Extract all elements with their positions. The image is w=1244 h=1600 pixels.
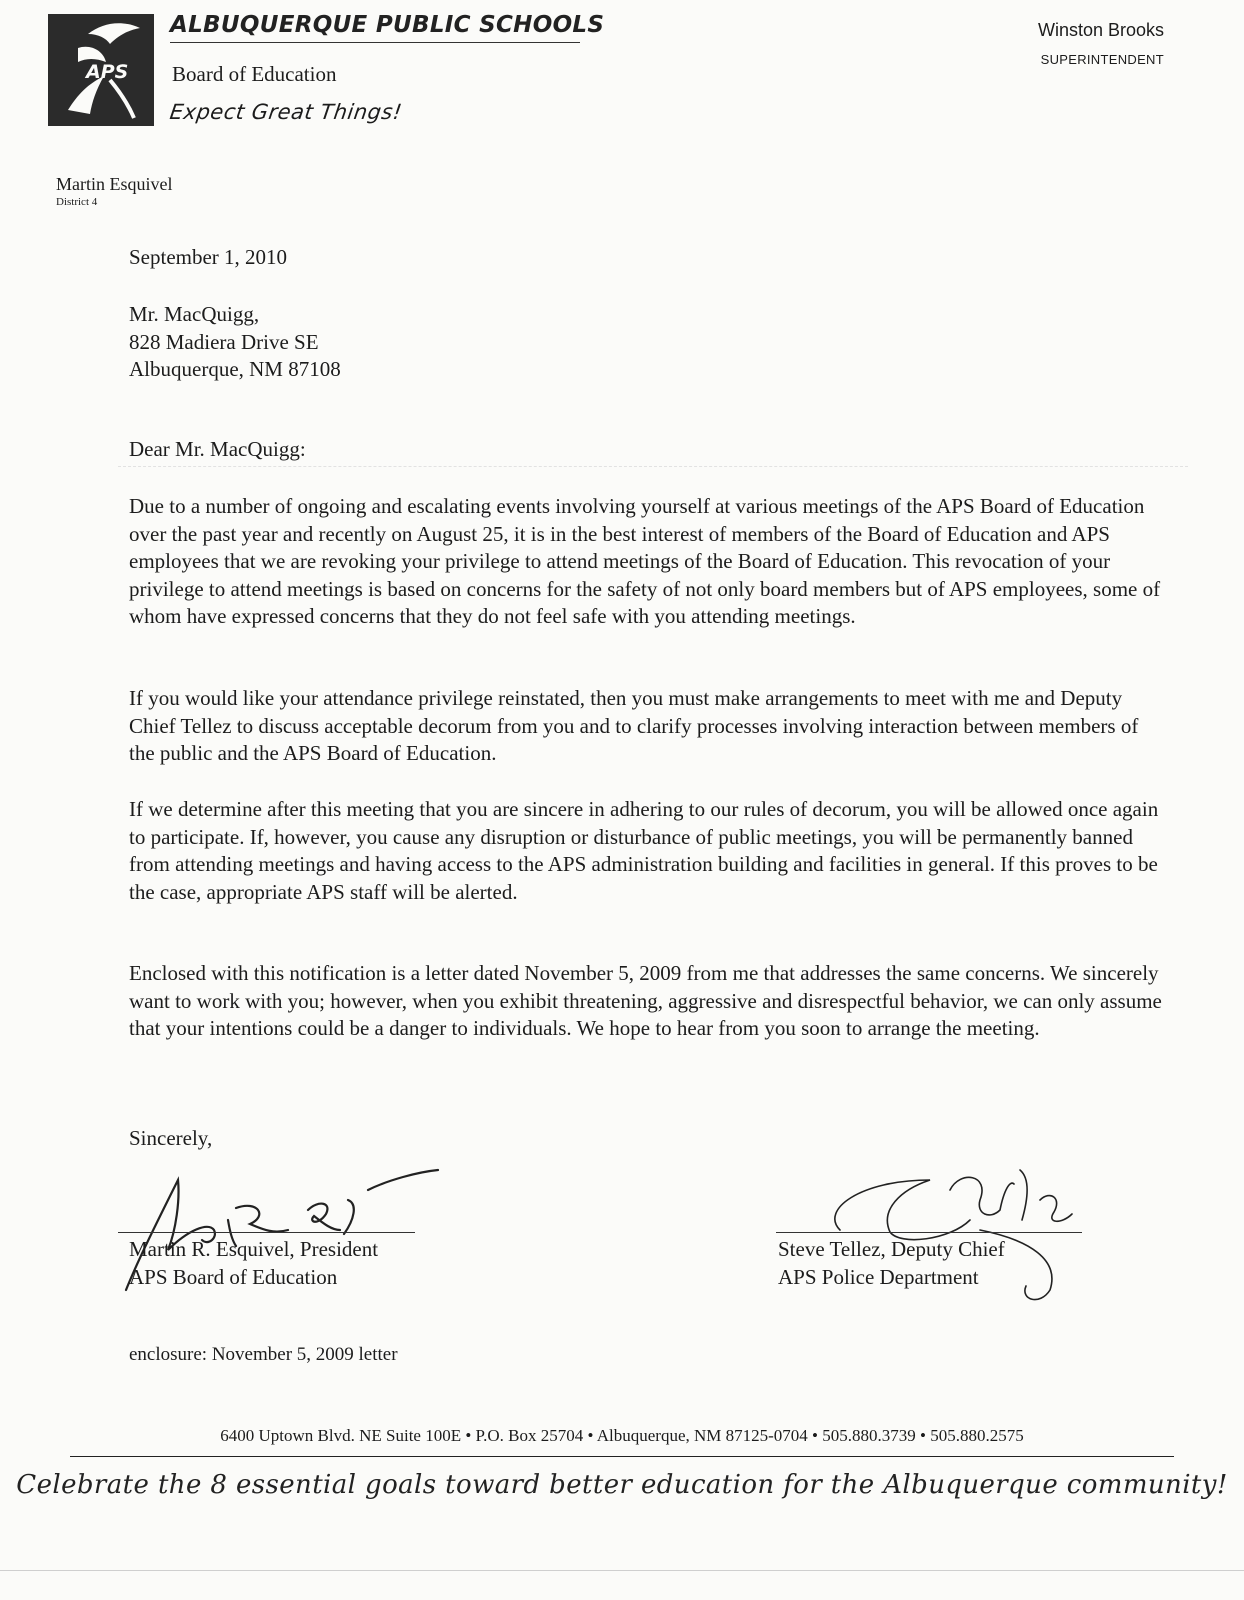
signature-line bbox=[118, 1232, 415, 1233]
signer-block-deputy-chief bbox=[778, 1236, 1005, 1291]
footer-divider bbox=[70, 1456, 1174, 1457]
body-paragraph: If you would like your attendance privilege reinstated, then you must make arrangements to meet with me and Deputy Chief Tellez to discuss acceptable decorum from you and to clarify processes involving interaction between members of the public and the APS Board of Education. bbox=[129, 686, 1139, 765]
recipient-city: Albuquerque, NM 87108 bbox=[129, 357, 341, 381]
superintendent-title: SUPERINTENDENT bbox=[1040, 52, 1164, 67]
signer-organization: APS Board of Education bbox=[129, 1264, 338, 1289]
signature-line bbox=[776, 1232, 1082, 1233]
recipient-street: 828 Madiera Drive SE bbox=[129, 329, 319, 354]
board-member-district: District 4 bbox=[56, 196, 98, 208]
closing: Sincerely, bbox=[129, 1126, 213, 1150]
footer-slogan: Celebrate the 8 essential goals toward better education for the Albuquerque community! bbox=[16, 1470, 1228, 1500]
tagline: Expect Great Things! bbox=[168, 100, 404, 124]
board-name: Board of Education bbox=[172, 62, 337, 86]
signer-organization: APS Police Department bbox=[778, 1264, 979, 1289]
aps-logo bbox=[48, 14, 154, 126]
body-paragraph: Due to a number of ongoing and escalating events involving yourself at various meetings of the APS Board of Education over the past year and recently on August 25, it is in the best interest of members of the Board of Education and APS employees that we are revoking your privilege to attend meetings of the Board of Education. This revocation of your privilege to attend meetings is based on concerns for the safety of not only board members but of APS employees, some of whom have expressed concerns that they do not feel safe with you attending meetings. bbox=[129, 494, 1161, 628]
enclosure-note: enclosure: November 5, 2009 letter bbox=[129, 1344, 398, 1365]
signer-block-president bbox=[129, 1236, 378, 1291]
page-edge bbox=[0, 1570, 1244, 1571]
superintendent-name: Winston Brooks bbox=[1037, 20, 1164, 40]
fold-crease bbox=[118, 466, 1188, 467]
letter-date: September 1, 2010 bbox=[129, 245, 288, 269]
signer-name-title: Steve Tellez, Deputy Chief bbox=[778, 1237, 1005, 1261]
board-member-name: Martin Esquivel bbox=[56, 174, 173, 194]
organization-name: ALBUQUERQUE PUBLIC SCHOOLS bbox=[170, 12, 580, 43]
recipient-address bbox=[129, 301, 341, 384]
signer-name-title: Martin R. Esquivel, President bbox=[129, 1237, 379, 1261]
aps-logo-graphic bbox=[48, 14, 154, 126]
footer-address: 6400 Uptown Blvd. NE Suite 100E • P.O. Box 25704 • Albuquerque, NM 87125-0704 • 505.880.3739 • 505.880.2575 bbox=[220, 1426, 1024, 1445]
body-paragraph: Enclosed with this notification is a letter dated November 5, 2009 from me that addresses the same concerns. We sincerely want to work with you; however, when you exhibit threatening, aggressive and disrespectful behavior, we can only assume that your intentions could be a danger to individuals. We hope to hear from you soon to arrange the meeting. bbox=[129, 961, 1162, 1040]
salutation: Dear Mr. MacQuigg: bbox=[129, 437, 306, 461]
recipient-name: Mr. MacQuigg, bbox=[129, 302, 260, 326]
body-paragraph: If we determine after this meeting that you are sincere in adhering to our rules of decorum, you will be allowed once again to participate. If, however, you cause any disruption or disturbance of public meetings, you will be permanently banned from attending meetings and having access to the APS administration building and facilities in general. If this proves to be the case, appropriate APS staff will be alerted. bbox=[129, 797, 1159, 904]
logo-text: APS bbox=[86, 61, 129, 83]
